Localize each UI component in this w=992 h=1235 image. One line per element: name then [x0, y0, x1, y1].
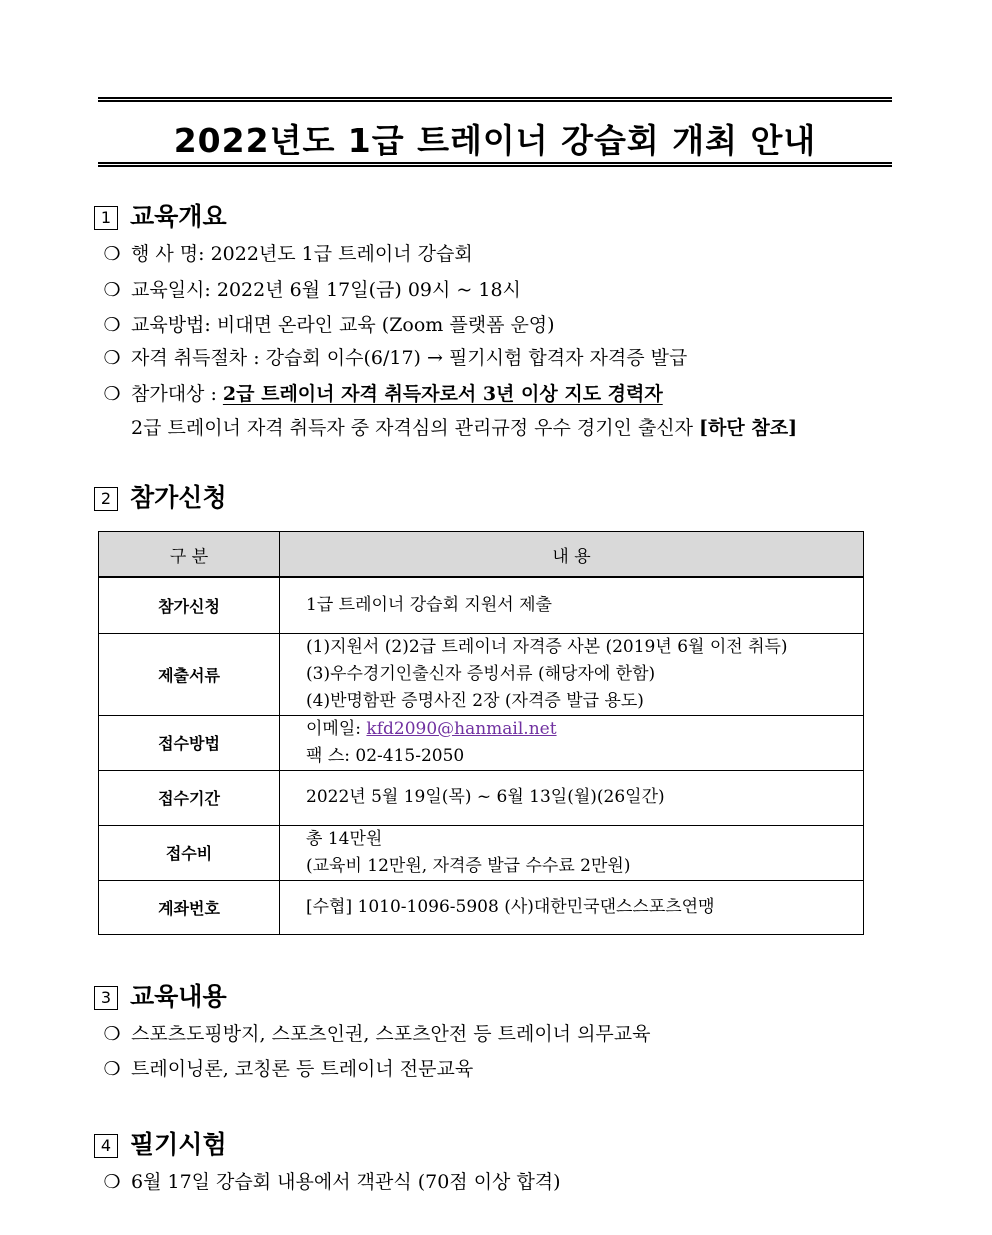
section-heading-application	[94, 482, 227, 514]
title-box	[98, 97, 892, 167]
table-header-cell: 구 분	[99, 532, 280, 578]
bullet-icon: ❍	[103, 1023, 121, 1045]
row-value: (1)지원서 (2)2급 트레이너 자격증 사본 (2019년 6월 이전 취득) (3)우수경기인출신자 증빙서류 (해당자에 한함) (4)반명함판 증명사진 2장 (자격증 발급 용도)	[280, 633, 864, 715]
list-item: ❍ 스포츠도핑방지, 스포츠인권, 스포츠안전 등 트레이너 의무교육	[103, 1019, 650, 1049]
list-item-target: ❍ 참가대상 : 2급 트레이너 자격 취득자로서 3년 이상 지도 경력자	[103, 379, 663, 409]
row-value: 총 14만원 (교육비 12만원, 자격증 발급 수수료 2만원)	[280, 825, 864, 880]
table-header-row	[99, 532, 864, 578]
list-item: ❍ 교육방법: 비대면 온라인 교육 (Zoom 플랫폼 운영)	[103, 310, 555, 340]
bullet-icon: ❍	[103, 243, 121, 265]
section-number: 1	[94, 206, 118, 230]
table-row	[99, 633, 864, 715]
row-label: 참가신청	[99, 577, 280, 633]
bullet-icon: ❍	[103, 1058, 121, 1080]
row-label: 접수기간	[99, 770, 280, 825]
application-table	[98, 531, 864, 935]
row-label: 접수방법	[99, 715, 280, 770]
bullet-icon: ❍	[103, 383, 121, 405]
section-heading-overview	[94, 201, 227, 233]
section-title: 교육내용	[130, 982, 227, 1011]
section-title: 교육개요	[130, 202, 227, 231]
section-title: 필기시험	[130, 1130, 227, 1159]
email-link[interactable]: kfd2090@hanmail.net	[366, 718, 557, 739]
page-title: 2022년도 1급 트레이너 강습회 개최 안내	[173, 121, 817, 160]
bullet-icon: ❍	[103, 1171, 121, 1193]
row-value: 2022년 5월 19일(목) ~ 6월 13일(월)(26일간)	[280, 770, 864, 825]
row-label: 접수비	[99, 825, 280, 880]
table-row	[99, 880, 864, 934]
section-heading-content	[94, 981, 227, 1013]
target-subtext: 2급 트레이너 자격 취득자 중 자격심의 관리규정 우수 경기인 출신자 [하단 참조]	[131, 417, 798, 439]
bullet-icon: ❍	[103, 314, 121, 336]
table-row	[99, 770, 864, 825]
section-heading-exam	[94, 1129, 227, 1161]
list-item: ❍ 6월 17일 강습회 내용에서 객관식 (70점 이상 합격)	[103, 1167, 561, 1197]
fax-number: 팩 스: 02-415-2050	[306, 745, 465, 766]
list-item: ❍ 행 사 명: 2022년도 1급 트레이너 강습회	[103, 239, 473, 269]
section-number: 3	[94, 986, 118, 1010]
table-row	[99, 715, 864, 770]
table-header-cell: 내 용	[280, 532, 864, 578]
row-label: 계좌번호	[99, 880, 280, 934]
section-title: 참가신청	[130, 483, 227, 512]
row-value: 이메일: kfd2090@hanmail.net 팩 스: 02-415-2050	[280, 715, 864, 770]
row-value: [수협] 1010-1096-5908 (사)대한민국댄스스포츠연맹	[280, 880, 864, 934]
section-number: 2	[94, 487, 118, 511]
table-row	[99, 825, 864, 880]
list-item: ❍ 자격 취득절차 : 강습회 이수(6/17) → 필기시험 합격자 자격증 발급	[103, 343, 687, 373]
list-item: ❍ 트레이닝론, 코칭론 등 트레이너 전문교육	[103, 1054, 473, 1084]
list-item: ❍ 교육일시: 2022년 6월 17일(금) 09시 ~ 18시	[103, 275, 521, 305]
section-number: 4	[94, 1134, 118, 1158]
row-label: 제출서류	[99, 633, 280, 715]
bullet-icon: ❍	[103, 347, 121, 369]
target-note: [하단 참조]	[699, 417, 798, 439]
row-value: 1급 트레이너 강습회 지원서 제출	[280, 577, 864, 633]
target-value: 2급 트레이너 자격 취득자로서 3년 이상 지도 경력자	[222, 383, 663, 405]
table-row	[99, 577, 864, 633]
bullet-icon: ❍	[103, 279, 121, 301]
